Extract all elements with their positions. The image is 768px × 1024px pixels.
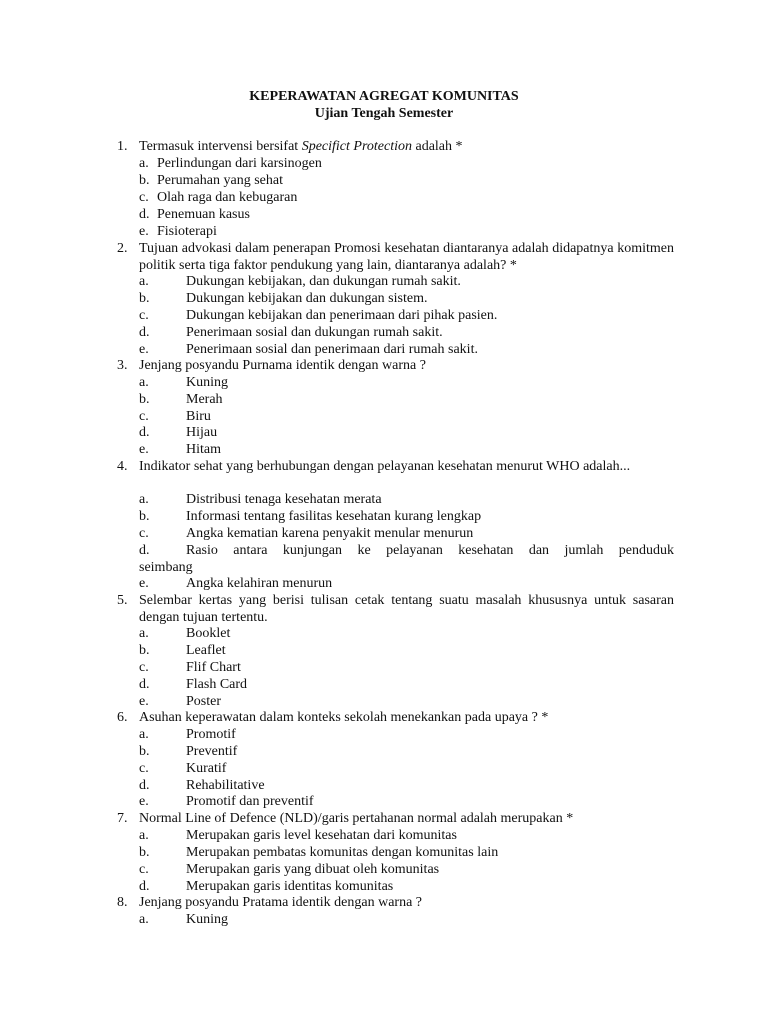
question-number: 7.	[117, 811, 128, 826]
question-5	[117, 592, 674, 626]
question-6	[117, 709, 674, 726]
question-text: Indikator sehat yang berhubungan dengan pelayanan kesehatan menurut WHO adalah...	[139, 459, 631, 474]
question-number: 1.	[117, 139, 128, 154]
question-7	[117, 810, 674, 827]
question-number: 3.	[117, 358, 128, 373]
question-text: Jenjang posyandu Purnama identik dengan warna ?	[139, 358, 426, 373]
document-subtitle: Ujian Tengah Semester	[314, 106, 454, 121]
question-text: Tujuan advokasi dalam penerapan Promosi kesehatan diantaranya adalah didapatnya komitmen politik serta tiga faktor pendukung yang lain, diantaranya adalah? *	[139, 241, 674, 273]
question-text: Selembar kertas yang berisi tulisan cetak tentang suatu masalah khususnya untuk sasaran dengan tujuan tertentu.	[139, 593, 674, 625]
question-number: 6.	[117, 710, 128, 725]
question-3	[117, 357, 674, 374]
question-text: Normal Line of Defence (NLD)/garis pertahanan normal adalah merupakan *	[139, 811, 574, 826]
question-4	[117, 458, 674, 475]
question-number: 4.	[117, 459, 128, 474]
question-2	[117, 240, 674, 274]
question-8	[117, 894, 674, 911]
question-emphasis: Specifict Protection	[301, 139, 412, 154]
question-text: Jenjang posyandu Pratama identik dengan warna ?	[139, 895, 423, 910]
question-text: Asuhan keperawatan dalam konteks sekolah menekankan pada upaya ? *	[139, 710, 549, 725]
document-page: KEPERAWATAN AGREGAT KOMUNITAS Ujian Tengah Semester 1. Termasuk intervensi bersifat Specifict Protection adalah * a. Perlindungan dari karsinogen b. Perumahan yang sehat c. Olah raga dan kebugaran d. Penemuan kasus e. Fisioterapi 2. Tujuan advokasi dalam penerapan Promosi kesehatan diantaranya adalah didapatnya komitmen politik serta tiga faktor pendukung yang lain, diantaranya adalah? * a. Dukungan kebijakan, dan dukungan rumah sakit. b. Dukungan kebijakan dan dukungan sistem. c. Dukungan kebijakan dan penerimaan dari pihak pasien. d. Penerimaan sosial dan dukungan rumah sakit. e. Penerimaan sosial dan penerimaan dari rumah sakit. 3. Jenjang posyandu Purnama identik dengan warna ? a. Kuning b. Merah c. Biru d. Hijau e. Hitam 4. Indikator sehat yang berhubungan dengan pelayanan kesehatan menurut WHO adalah... a. Distribusi tenaga kesehatan merata b. Informasi tentang fasilitas kesehatan kurang lengkap c. Angka kematian karena penyakit menular menurun d. Rasio antara kunjungan ke pelayanan kesehatan dan jumlah penduduk seimbang e. Angka kelahiran menurun 5. Selembar kertas yang berisi tulisan cetak tentang suatu masalah khususnya untuk sasaran dengan tujuan tertentu. a. Booklet b. Leaflet c. Flif Chart d. Flash Card e. Poster 6. Asuhan keperawatan dalam konteks sekolah menekankan pada upaya ? * a. Promotif b. Preventif c. Kuratif d. Rehabilitative e. Promotif dan preventif 7. Normal Line of Defence (NLD)/garis pertahanan normal adalah merupakan * a. Merupakan garis level kesehatan dari komunitas b. Merupakan pembatas komunitas dengan komunitas lain c. Merupakan garis yang dibuat oleh komunitas d. Merupakan garis identitas komunitas 8. Jenjang posyandu Pratama identik dengan warna ? a. Kuning	[0, 0, 768, 1024]
option-4d: d. Rasio antara kunjungan ke pelayanan kesehatan dan jumlah penduduk seimbang	[139, 543, 674, 575]
question-number: 2.	[117, 241, 128, 256]
question-text: Termasuk intervensi bersifat Specifict Protection adalah *	[139, 139, 463, 154]
question-number: 8.	[117, 895, 128, 910]
question-1	[117, 138, 674, 155]
question-number: 5.	[117, 593, 128, 608]
document-title: KEPERAWATAN AGREGAT KOMUNITAS	[249, 89, 519, 104]
